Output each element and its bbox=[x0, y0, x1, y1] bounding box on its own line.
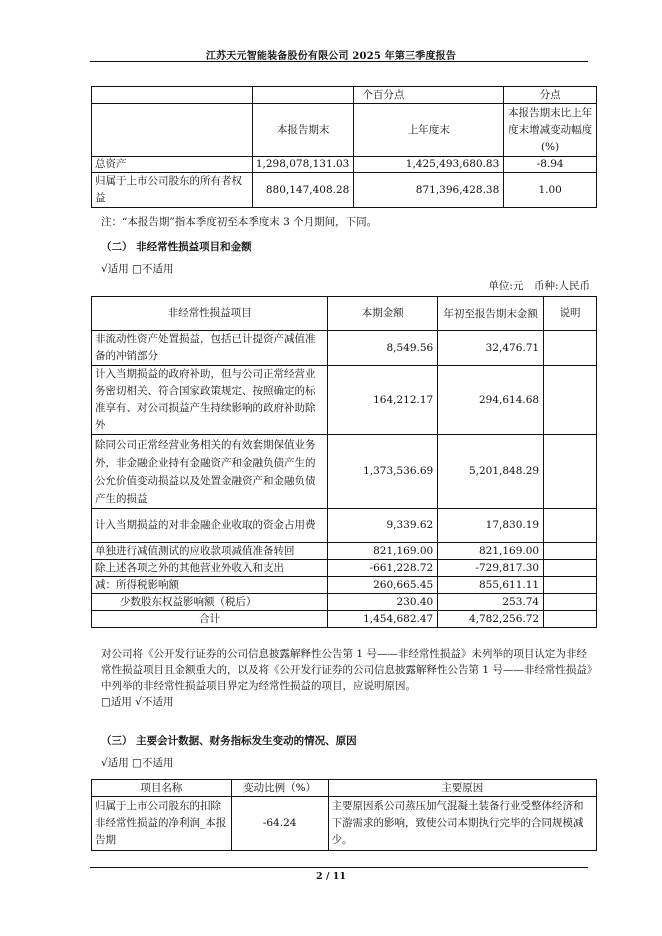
row-current: 880,147,408.28 bbox=[252, 173, 354, 208]
row-current: 164,212.17 bbox=[328, 366, 438, 435]
row-current: 1,373,536.69 bbox=[328, 435, 438, 509]
row-current: 230.40 bbox=[328, 594, 438, 611]
row-item: 总资产 bbox=[92, 157, 253, 173]
footer-rule bbox=[90, 867, 588, 868]
col-header-prior: 上年度末 bbox=[354, 104, 504, 157]
page-number: 2 / 11 bbox=[316, 871, 346, 882]
row-item: 减：所得税影响额 bbox=[92, 577, 328, 594]
non-recurring-table bbox=[91, 296, 597, 628]
row-item: 合计 bbox=[92, 611, 328, 628]
row-ytd: 294,614.68 bbox=[438, 366, 544, 435]
section-3-title: （三） 主要会计数据、财务指标发生变动的情况、原因 bbox=[101, 735, 357, 747]
note-text: 注：“本报告期”指本季度初至本季度末 3 个月期间，下同。 bbox=[101, 216, 378, 228]
applicability-2b: □适用 √不适用 bbox=[101, 696, 174, 708]
top-row-fragment: 个百分点 bbox=[354, 87, 504, 104]
row-note bbox=[544, 560, 597, 577]
blank-cell bbox=[92, 87, 253, 104]
row-ytd: 253.74 bbox=[438, 594, 544, 611]
col-header-current: 本期金额 bbox=[328, 297, 438, 331]
col-header-item: 非经常性损益项目 bbox=[92, 297, 328, 331]
row-ytd: 4,782,256.72 bbox=[438, 611, 544, 628]
col-header-ytd: 年初至报告期末金额 bbox=[438, 297, 544, 331]
row-item: 少数股东权益影响额（税后） bbox=[92, 594, 328, 611]
row-note bbox=[544, 331, 597, 366]
row-note bbox=[544, 509, 597, 543]
col-header-note: 说明 bbox=[544, 297, 597, 331]
explanation-paragraph: 对公司将《公开发行证券的公司信息披露解释性公告第 1 号——非经常性损益》未列举的项目认定为非经常性损益项目且金额重大的，以及将《公开发行证券的公司信息披露解释性公告第 1 号——非经常性损益》中列举的非经常性损益项目界定为经常性损益的项目，应说明原因。 bbox=[101, 648, 593, 692]
table-row bbox=[92, 594, 597, 611]
row-prior: 1,425,493,680.83 bbox=[354, 157, 504, 173]
table-row bbox=[92, 577, 597, 594]
table-row bbox=[92, 366, 597, 435]
table-row bbox=[92, 331, 597, 366]
table-row bbox=[92, 797, 597, 851]
row-item: 除上述各项之外的其他营业外收入和支出 bbox=[92, 560, 328, 577]
unit-label: 单位:元 币种:人民币 bbox=[488, 280, 590, 292]
row-ytd: 855,611.11 bbox=[438, 577, 544, 594]
row-note bbox=[544, 577, 597, 594]
row-current: 8,549.56 bbox=[328, 331, 438, 366]
col-header-item: 项目名称 bbox=[92, 780, 232, 797]
row-current: 821,169.00 bbox=[328, 543, 438, 560]
report-header-title: 江苏天元智能装备股份有限公司 2025 年第三季度报告 bbox=[205, 51, 457, 62]
blank-cell bbox=[252, 87, 354, 104]
row-note bbox=[544, 594, 597, 611]
row-current: -661,228.72 bbox=[328, 560, 438, 577]
applicability-3: √适用 □不适用 bbox=[101, 757, 174, 769]
table-row bbox=[92, 509, 597, 543]
change-reasons-table bbox=[91, 779, 597, 851]
row-current: 1,298,078,131.03 bbox=[252, 157, 354, 173]
row-item: 单独进行减值测试的应收款项减值准备转回 bbox=[92, 543, 328, 560]
row-ytd: -729,817.30 bbox=[438, 560, 544, 577]
row-current: 260,665.45 bbox=[328, 577, 438, 594]
table-row bbox=[92, 173, 597, 208]
row-prior: 871,396,428.38 bbox=[354, 173, 504, 208]
table-row bbox=[92, 435, 597, 509]
col-header-change: 本报告期末比上年度末增减变动幅度(%) bbox=[504, 104, 597, 157]
row-change: -8.94 bbox=[504, 157, 597, 173]
row-ytd: 17,830.19 bbox=[438, 509, 544, 543]
blank-cell bbox=[92, 104, 253, 157]
row-change: 1.00 bbox=[504, 173, 597, 208]
row-note bbox=[544, 543, 597, 560]
row-item: 计入当期损益的政府补助，但与公司正常经营业务密切相关、符合国家政策规定、按照确定的标准享有、对公司损益产生持续影响的政府补助除外 bbox=[92, 366, 328, 435]
applicability-2: √适用 □不适用 bbox=[101, 263, 174, 275]
table-row bbox=[92, 560, 597, 577]
section-2-title: （二） 非经常性损益项目和金额 bbox=[101, 241, 252, 253]
balance-table bbox=[91, 86, 597, 208]
row-current: 1,454,682.47 bbox=[328, 611, 438, 628]
row-ytd: 32,476.71 bbox=[438, 331, 544, 366]
row-current: 9,339.62 bbox=[328, 509, 438, 543]
table-row bbox=[92, 543, 597, 560]
top-row-fragment: 分点 bbox=[504, 87, 597, 104]
row-item: 归属于上市公司股东的所有者权益 bbox=[92, 173, 253, 208]
row-item: 除同公司正常经营业务相关的有效套期保值业务外，非金融企业持有金融资产和金融负债产生的公允价值变动损益以及处置金融资产和金融负债产生的损益 bbox=[92, 435, 328, 509]
row-reason: 主要原因系公司蒸压加气混凝土装备行业受整体经济和下游需求的影响，致使公司本期执行完毕的合同规模减少。 bbox=[328, 797, 596, 851]
table-row bbox=[92, 157, 597, 173]
col-header-current: 本报告期末 bbox=[252, 104, 354, 157]
row-note bbox=[544, 611, 597, 628]
header-rule bbox=[90, 61, 588, 62]
row-item: 归属于上市公司股东的扣除非经常性损益的净利润_本报告期 bbox=[92, 797, 232, 851]
row-note bbox=[544, 435, 597, 509]
row-note bbox=[544, 366, 597, 435]
table-row-total bbox=[92, 611, 597, 628]
row-ytd: 5,201,848.29 bbox=[438, 435, 544, 509]
row-ytd: 821,169.00 bbox=[438, 543, 544, 560]
col-header-reason: 主要原因 bbox=[328, 780, 596, 797]
row-ratio: -64.24 bbox=[231, 797, 328, 851]
row-item: 非流动性资产处置损益，包括已计提资产减值准备的冲销部分 bbox=[92, 331, 328, 366]
row-item: 计入当期损益的对非金融企业收取的资金占用费 bbox=[92, 509, 328, 543]
col-header-ratio: 变动比例（%） bbox=[231, 780, 328, 797]
